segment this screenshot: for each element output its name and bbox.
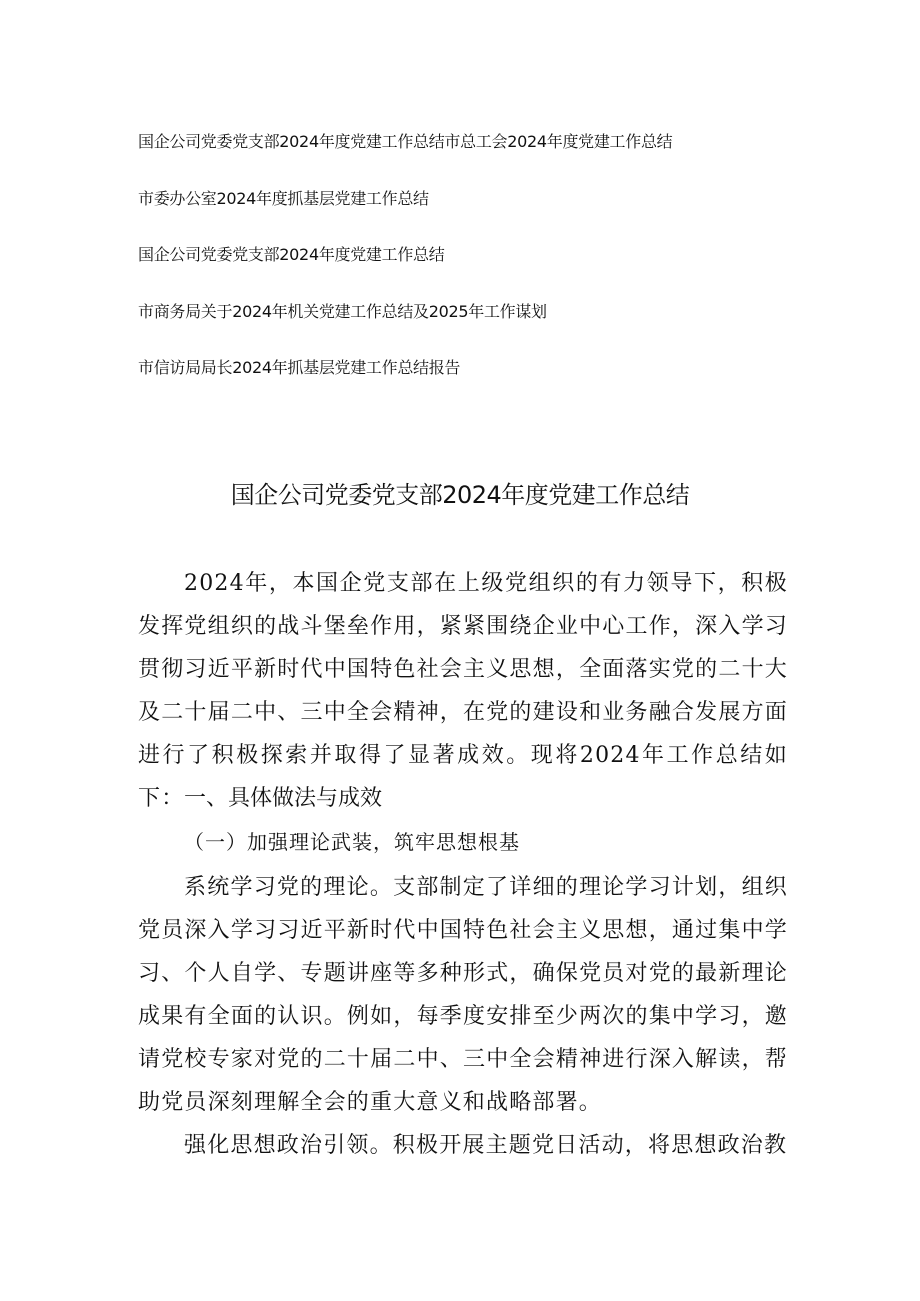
document-title: 国企公司党委党支部2024年度党建工作总结: [230, 481, 690, 509]
body-paragraph: 强化思想政治引领。积极开展主题党日活动，将思想政治教: [184, 1133, 788, 1158]
toc-item: 国企公司党委党支部2024年度党建工作总结市总工会2024年度党建工作总结: [138, 132, 673, 151]
toc-item: 市委办公室2024年度抓基层党建工作总结: [138, 188, 429, 208]
table-of-contents: [138, 132, 838, 415]
toc-item: 市商务局关于2024年机关党建工作总结及2025年工作谋划: [138, 301, 547, 321]
section-heading: 一、具体做法与成效: [184, 786, 383, 811]
intro-paragraph: 2024年，本国企党支部在上级党组织的有力领导下，积极发挥党组织的战斗堡垒作用，紧紧围绕企业中心工作，深入学习贯彻习近平新时代中国特色社会主义思想，全面落实党的二十大及二十届二中、三中全会精神，在党的建设和业务融合发展方面进行了积极探索并取得了显著成效。现将2024年工作总结如下：: [138, 571, 788, 811]
subsection-heading: （一）加强理论武装，筑牢思想根基: [184, 830, 520, 854]
toc-item: 国企公司党委党支部2024年度党建工作总结: [138, 245, 445, 264]
toc-item: 市信访局局长2024年抓基层党建工作总结报告: [138, 358, 461, 377]
body-paragraph: 系统学习党的理论。支部制定了详细的理论学习计划，组织党员深入学习习近平新时代中国特色社会主义思想，通过集中学习、个人自学、专题讲座等多种形式，确保党员对党的最新理论成果有全面的认识。例如，每季度安排至少两次的集中学习，邀请党校专家对党的二十届二中、三中全会精神进行深入解读，帮助党员深刻理解全会的重大意义和战略部署。: [138, 875, 788, 1115]
